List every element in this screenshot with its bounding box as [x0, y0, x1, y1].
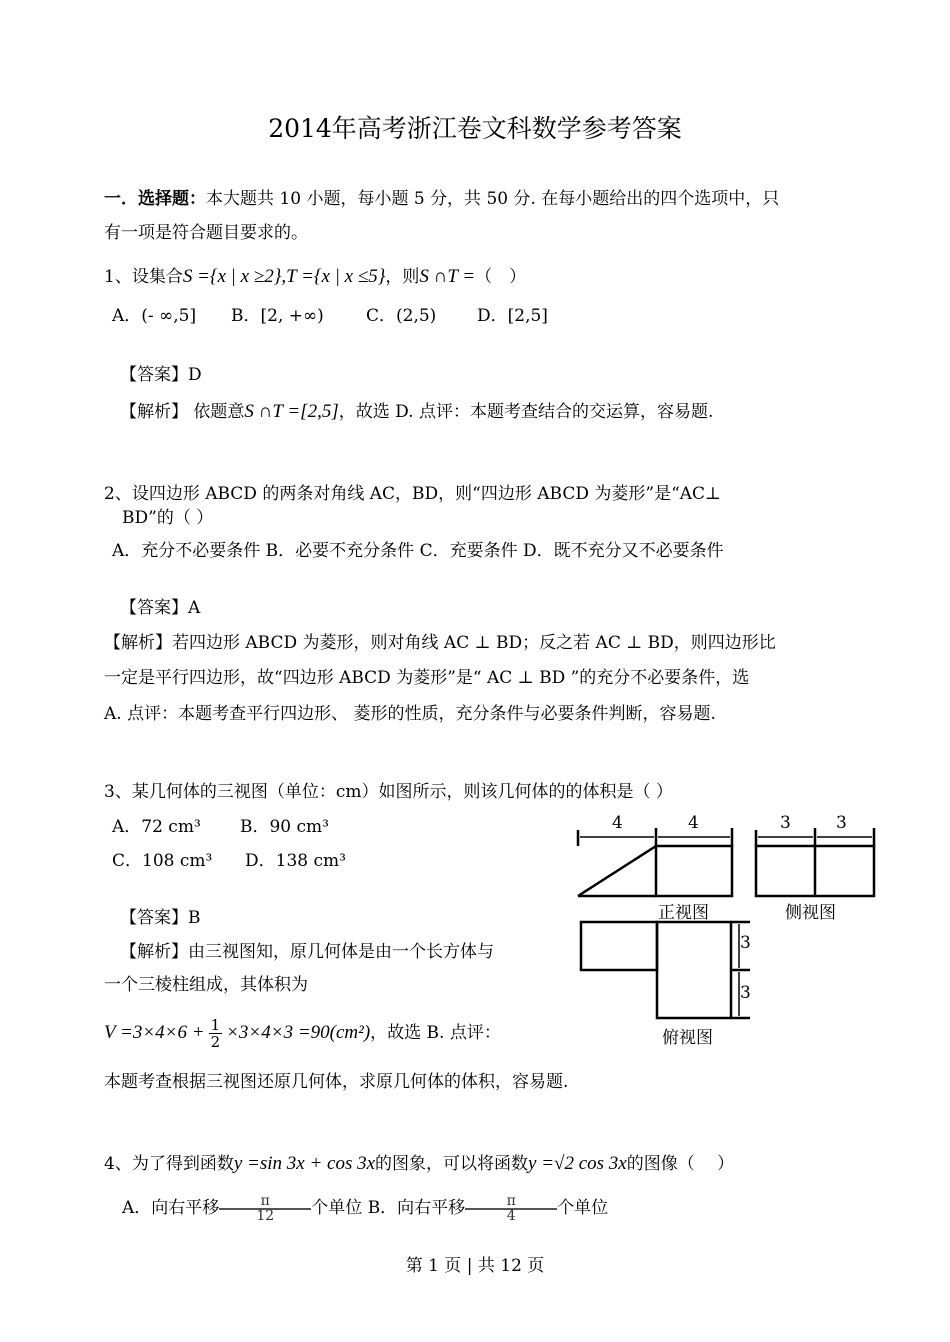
- q1-answer: 【答案】D: [120, 365, 202, 385]
- fraction-denominator: 12: [256, 1207, 275, 1224]
- top-view-label: 俯视图: [662, 1028, 713, 1048]
- fraction-pi-12: [219, 1192, 311, 1224]
- q3-analysis-2: 一个三棱柱组成，其体积为: [104, 975, 308, 995]
- q2-analysis-2: 一定是平行四边形，故“四边形 ABCD 为菱形”是“ AC ⊥ BD ”的充分不必要条件，选: [104, 668, 750, 688]
- q1-option-d: D．[2,5]: [477, 306, 548, 326]
- section-text: 本大题共 10 小题，每小题 5 分，共 50 分. 在每小题给出的四个选项中，只: [206, 189, 780, 209]
- top-view: [581, 922, 750, 1018]
- side-view-label: 侧视图: [785, 903, 836, 923]
- q4-function-1: y =sin 3x + cos 3x: [233, 1153, 376, 1174]
- q1-analysis-math: S ∩T =[2,5]: [244, 401, 339, 422]
- dim-top-upper: 3: [740, 933, 751, 953]
- q3-formula-tail: ，故选 B. 点评：: [370, 1023, 501, 1043]
- q2-stem-2: BD”的（ ）: [122, 508, 214, 528]
- q1-option-b: B．[2, +∞): [231, 306, 324, 326]
- page-title: 2014年高考浙江卷文科数学参考答案: [268, 114, 682, 143]
- front-view: [578, 828, 732, 896]
- q2-options: A．充分不必要条件 B．必要不充分条件 C．充要条件 D．既不充分又不必要条件: [112, 541, 724, 561]
- q3-option-c: C．108 cm³: [112, 851, 213, 871]
- q3-analysis-4: 本题考查根据三视图还原几何体，求原几何体的体积，容易题.: [104, 1072, 569, 1092]
- fraction-half: [209, 1017, 223, 1050]
- section-text-2: 有一项是符合题目要求的。: [104, 223, 308, 243]
- fraction-numerator: 1: [210, 1016, 221, 1034]
- q4-option-b: B．向右平移: [367, 1198, 466, 1218]
- q4-stem-mid: 的图象，可以将函数: [375, 1154, 529, 1174]
- q4-unit-b: 个单位: [557, 1198, 609, 1218]
- fraction-denominator: 2: [210, 1033, 221, 1051]
- q2-answer: 【答案】A: [120, 598, 201, 618]
- q1-analysis-pre: 【解析】 依题意: [120, 402, 245, 422]
- dim-front-left: 4: [612, 813, 623, 833]
- fraction-numerator: π: [465, 1195, 557, 1210]
- section-label: 一．选择题：: [104, 189, 206, 209]
- three-view-figure: [570, 810, 890, 1050]
- q3-analysis-1: 【解析】由三视图知，原几何体是由一个长方体与: [120, 942, 494, 962]
- side-view: [756, 828, 874, 896]
- fraction-numerator: π: [219, 1195, 311, 1210]
- dim-front-right: 4: [688, 813, 699, 833]
- q4-stem-post: 的图像（ ）: [626, 1154, 735, 1174]
- q3-formula-pre: V =3×4×6 +: [104, 1022, 205, 1043]
- q2-analysis-1: 【解析】若四边形 ABCD 为菱形，则对角线 AC ⊥ BD；反之若 AC ⊥ BD，则四边形比: [104, 633, 776, 653]
- q2-stem: 2、设四边形 ABCD 的两条对角线 AC，BD，则“四边形 ABCD 为菱形”是“AC⊥: [104, 484, 722, 504]
- q3-answer: 【答案】B: [120, 908, 201, 928]
- dim-side-left: 3: [780, 813, 791, 833]
- q3-formula-post: ×3×4×3 =90(cm²): [226, 1022, 371, 1043]
- q4-option-a: A．向右平移: [122, 1198, 220, 1218]
- q3-stem: 3、某几何体的三视图（单位：cm）如图所示，则该几何体的的体积是（ ）: [104, 782, 673, 802]
- q1-math2: S ∩T =: [419, 266, 476, 287]
- q1-mid: ，则: [385, 267, 420, 287]
- front-view-label: 正视图: [658, 903, 709, 923]
- q4-unit-a: 个单位: [311, 1198, 363, 1218]
- q3-option-d: D．138 cm³: [245, 851, 346, 871]
- q1-option-a: A．(- ∞,5]: [112, 306, 197, 326]
- q1-math: S ={x | x ≥2},T ={x | x ≤5}: [182, 266, 386, 287]
- q3-option-b: B．90 cm³: [240, 817, 329, 837]
- q1-stem: 1、设集合: [104, 267, 183, 287]
- page-footer: 第 1 页 | 共 12 页: [405, 1256, 545, 1276]
- q1-analysis-post: ，故选 D. 点评：本题考查结合的交运算，容易题.: [338, 402, 714, 422]
- q4-stem-pre: 4、为了得到函数: [104, 1154, 234, 1174]
- q1-option-c: C．(2,5): [366, 306, 437, 326]
- dim-side-right: 3: [836, 813, 847, 833]
- q2-analysis-3: A. 点评：本题考查平行四边形、 菱形的性质，充分条件与必要条件判断，容易题.: [104, 704, 716, 724]
- q1-end: （ ）: [475, 267, 527, 287]
- fraction-denominator: 4: [506, 1207, 516, 1224]
- fraction-pi-4: [465, 1192, 557, 1224]
- dim-top-lower: 3: [740, 983, 751, 1003]
- q4-function-2: y =√2 cos 3x: [528, 1153, 627, 1174]
- q3-option-a: A．72 cm³: [112, 817, 201, 837]
